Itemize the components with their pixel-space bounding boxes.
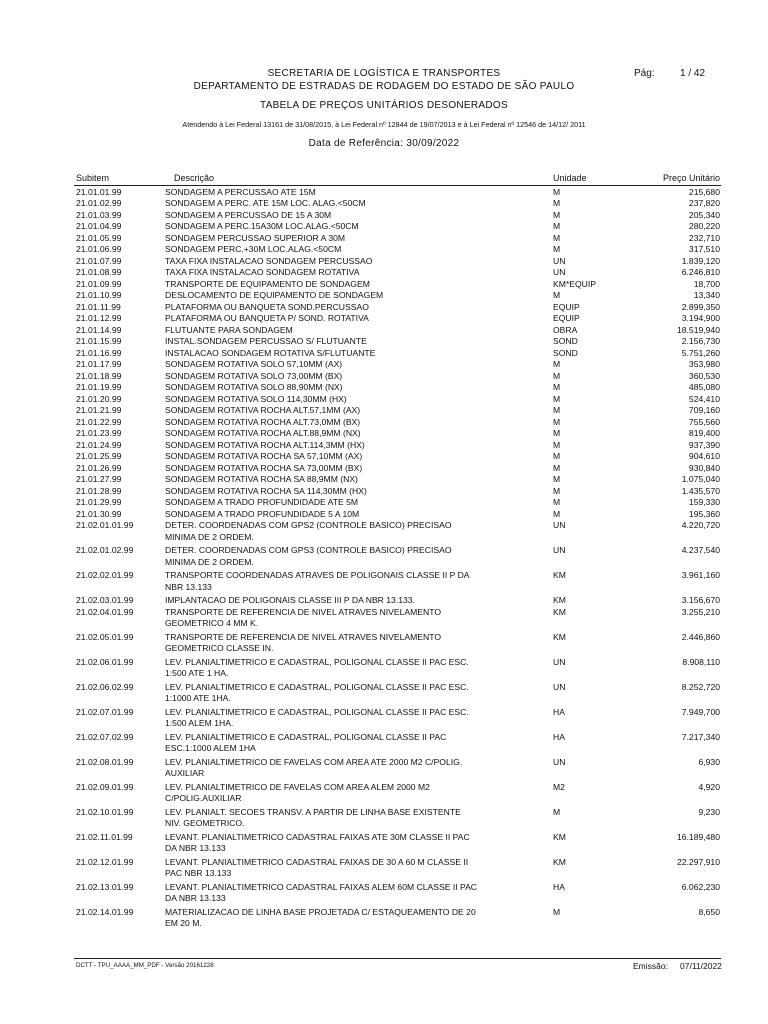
table-row [0,302,768,314]
row-unit: M [553,186,561,197]
row-price: 159,330 [688,497,720,507]
row-subitem: 21.02.01.01.99 [76,520,134,530]
table-row [0,382,768,394]
row-subitem: 21.01.08.99 [76,267,122,277]
table-row [0,244,768,256]
row-description: PAC NBR 13.133 [165,868,232,878]
row-description: SONDAGEM ROTATIVA ROCHA SA 88,9MM (NX) [165,474,358,484]
row-unit: M [553,382,561,392]
table-row [0,509,768,521]
row-subitem: 21.02.14.01.99 [76,906,134,917]
row-description: EM 20 M. [165,918,202,928]
row-unit: M [553,451,561,461]
table-row [0,857,768,880]
table-row [0,474,768,486]
row-description: ESC.1:1000 ALEM 1HA [165,743,256,753]
row-subitem: 21.02.08.01.99 [76,756,134,767]
row-description: LEV. PLANIALTIMETRICO E CADASTRAL, POLIGONAL CLASSE II PAC ESC. [165,681,469,692]
row-description: TAXA FIXA INSTALACAO SONDAGEM PERCUSSAO [165,255,373,266]
row-unit: M [553,393,561,404]
column-header-preco: Preço Unitário [662,173,720,183]
row-description: PLATAFORMA OU BANQUETA SOND.PERCUSSAO [165,301,369,312]
row-subitem: 21.01.23.99 [76,428,122,438]
row-price: 709,160 [688,405,720,415]
row-unit: M [553,906,561,917]
row-description: SONDAGEM A PERCUSSAO DE 15 A 30M [165,209,332,220]
table-row [0,807,768,830]
row-price: 360,530 [688,370,720,381]
page-number: 1 / 42 [680,68,706,79]
table-row [0,348,768,360]
row-description: SONDAGEM ROTATIVA SOLO 57,10MM (AX) [165,359,343,369]
row-price: 5.751,260 [681,347,720,358]
table-row [0,221,768,233]
row-subitem: 21.02.03.01.99 [76,595,134,605]
row-price: 1.839,120 [681,255,720,266]
row-description: TRANSPORTE DE REFERENCIA DE NIVEL ATRAVES NIVELAMENTO [165,631,442,642]
row-unit: M [553,497,561,507]
row-subitem: 21.02.01.02.99 [76,545,134,555]
row-description: SONDAGEM ROTATIVA ROCHA ALT.114,3MM (HX) [165,439,365,450]
row-description: 1:1000 ATE 1HA. [165,693,231,703]
row-unit: UN [553,756,566,767]
row-price: 13,340 [693,290,720,300]
row-description: SONDAGEM A PERCUSSAO ATE 15M [165,186,316,197]
row-subitem: 21.01.02.99 [76,198,122,208]
table-row [0,371,768,383]
row-unit: KM [553,856,566,867]
row-description: DA NBR 13.133 [165,893,226,903]
row-subitem: 21.01.21.99 [76,405,122,415]
row-subitem: 21.02.04.01.99 [76,606,134,617]
row-subitem: 21.01.07.99 [76,255,122,266]
row-price: 215,680 [688,186,720,197]
table-row [0,595,768,607]
row-description: FLUTUANTE PARA SONDAGEM [165,324,293,335]
row-unit: M [553,209,561,220]
legal-note: Atendendo à Lei Federal 13161 de 31/08/2015, à Lei Federal nº 12844 de 19/07/2013 e à Lei Federal nº 12546 de 14/12/ 2011 [182,120,586,129]
row-subitem: 21.01.19.99 [76,382,122,392]
row-subitem: 21.01.24.99 [76,439,122,450]
header-line-3: TABELA DE PREÇOS UNITÁRIOS DESONERADOS [260,100,508,111]
row-price: 18.519,940 [676,324,720,335]
row-subitem: 21.01.20.99 [76,393,122,404]
table-row [0,290,768,302]
row-unit: UN [553,656,566,667]
row-description: TAXA FIXA INSTALACAO SONDAGEM ROTATIVA [165,267,360,277]
row-price: 3.194,900 [681,313,720,323]
row-description: GEOMETRICO 4 MM K. [165,618,259,628]
table-row [0,570,768,593]
row-description: SONDAGEM ROTATIVA ROCHA ALT.57,1MM (AX) [165,405,361,415]
row-price: 195,360 [688,508,720,519]
row-description: SONDAGEM ROTATIVA ROCHA SA 73,00MM (BX) [165,462,363,473]
row-unit: HA [553,881,565,892]
table-row [0,394,768,406]
row-description: MINIMA DE 2 ORDEM. [165,556,254,567]
row-subitem: 21.01.29.99 [76,497,122,507]
row-subitem: 21.01.11.99 [76,301,121,312]
row-subitem: 21.02.10.01.99 [76,806,134,817]
table-row [0,279,768,291]
row-price: 8.252,720 [681,681,720,692]
footer-emissao-label: Emissão: [633,961,668,971]
row-price: 485,080 [688,382,720,392]
row-unit: HA [553,731,565,742]
table-row [0,313,768,325]
table-row [0,256,768,268]
row-subitem: 21.01.09.99 [76,278,122,289]
row-description: SONDAGEM ROTATIVA ROCHA SA 57,10MM (AX) [165,451,363,461]
row-price: 1.075,040 [681,474,720,484]
row-description: DETER. COORDENADAS COM GPS2 (CONTROLE BASICO) PRECISAO [165,520,452,530]
row-description: DETER. COORDENADAS COM GPS3 (CONTROLE BASICO) PRECISAO [165,545,452,555]
row-description: PLATAFORMA OU BANQUETA P/ SOND. ROTATIVA [165,313,369,323]
reference-date: Data de Referência: 30/09/2022 [308,138,460,149]
row-subitem: 21.01.28.99 [76,485,122,496]
row-subitem: 21.01.17.99 [76,359,122,369]
row-unit: M [553,439,561,450]
row-subitem: 21.02.13.01.99 [76,881,134,892]
row-price: 7.949,700 [681,706,720,717]
row-subitem: 21.01.25.99 [76,451,122,461]
row-description: SONDAGEM A TRADO PROFUNDIDADE ATE 5M [165,497,359,507]
row-price: 6.246,810 [681,267,720,277]
row-price: 353,980 [688,359,720,369]
row-unit: KM [553,570,566,580]
row-price: 232,710 [688,232,720,243]
row-unit: SOND [553,347,578,358]
header-line-1: SECRETARIA DE LOGÍSTICA E TRANSPORTES [267,68,501,79]
row-subitem: 21.01.30.99 [76,508,122,519]
row-price: 3.156,670 [681,595,720,605]
row-price: 4.220,720 [681,520,720,530]
table-row [0,325,768,337]
row-description: LEV. PLANIALT. SECOES TRANSV. A PARTIR DE LINHA BASE EXISTENTE [165,806,461,817]
table-row [0,497,768,509]
row-description: SONDAGEM ROTATIVA ROCHA SA 114,30MM (HX) [165,485,367,496]
row-description: NIV. GEOMETRICO. [165,818,245,828]
row-unit: UN [553,255,566,266]
row-description: LEV. PLANIALTIMETRICO E CADASTRAL, POLIGONAL CLASSE II PAC ESC. [165,706,469,717]
row-subitem: 21.02.07.02.99 [76,731,134,742]
row-description: LEV. PLANIALTIMETRICO DE FAVELAS COM AREA ALEM 2000 M2 [165,781,430,792]
row-subitem: 21.01.14.99 [76,324,122,335]
row-unit: EQUIP [553,313,580,323]
column-header-subitem: Subitem [76,173,110,183]
row-description: LEVANT. PLANIALTIMETRICO CADASTRAL FAIXAS DE 30 A 60 M CLASSE II [165,856,469,867]
row-price: 2.446,860 [681,631,720,642]
row-description: SONDAGEM ROTATIVA SOLO 88,90MM (NX) [165,382,343,392]
row-price: 6.062,230 [681,881,720,892]
row-price: 2.156,730 [681,336,720,346]
table-row [0,486,768,498]
row-description: SONDAGEM ROTATIVA ROCHA ALT.73,0MM (BX) [165,416,361,427]
row-description: LEVANT. PLANIALTIMETRICO CADASTRAL FAIXAS ALEM 60M CLASSE II PAC [165,881,478,892]
row-price: 280,220 [688,221,720,231]
row-subitem: 21.02.09.01.99 [76,781,134,792]
row-description: LEV. PLANIALTIMETRICO DE FAVELAS COM AREA ATE 2000 M2 C/POLIG. [165,756,463,767]
row-unit: M [553,244,561,254]
table-row [0,520,768,543]
row-description: IMPLANTACAO DE POLIGONAIS CLASSE III P DA NBR 13.133. [165,595,415,605]
row-unit: M [553,474,561,484]
row-unit: OBRA [553,324,578,335]
table-row [0,732,768,755]
row-unit: KM [553,831,566,842]
row-subitem: 21.01.27.99 [76,474,122,484]
column-header-unidade: Unidade [553,173,587,183]
row-description: SONDAGEM A PERC. ATE 15M LOC. ALAG.<50CM [165,198,366,208]
table-row [0,187,768,199]
table-row [0,782,768,805]
row-description: GEOMETRICO CLASSE IN. [165,643,274,653]
row-unit: M [553,416,561,427]
row-price: 7.217,340 [681,731,720,742]
row-unit: M [553,221,561,231]
row-description: SONDAGEM ROTATIVA SOLO 73,00MM (BX) [165,370,343,381]
row-subitem: 21.01.12.99 [76,313,122,323]
row-description: SONDAGEM ROTATIVA SOLO 114,30MM (HX) [165,393,347,404]
row-description: SONDAGEM A TRADO PROFUNDIDADE 5 A 10M [165,508,360,519]
row-subitem: 21.02.12.01.99 [76,856,134,867]
page-label: Pág: [634,68,655,79]
table-row [0,417,768,429]
table-row [0,233,768,245]
row-subitem: 21.01.05.99 [76,232,122,243]
table-row [0,405,768,417]
table-row [0,757,768,780]
row-description: LEV. PLANIALTIMETRICO E CADASTRAL, POLIGONAL CLASSE II PAC ESC. [165,656,469,667]
row-subitem: 21.02.05.01.99 [76,631,134,642]
row-price: 3.255,210 [681,606,720,617]
row-price: 937,390 [688,439,720,450]
row-description: MINIMA DE 2 ORDEM. [165,531,254,542]
table-row [0,545,768,568]
row-description: TRANSPORTE DE REFERENCIA DE NIVEL ATRAVES NIVELAMENTO [165,606,442,617]
table-row [0,832,768,855]
table-row [0,267,768,279]
row-price: 317,510 [688,244,720,254]
row-description: LEVANT. PLANIALTIMETRICO CADASTRAL FAIXAS ATE 30M CLASSE II PAC [165,831,470,842]
row-unit: M [553,359,561,369]
row-price: 8,650 [698,906,720,917]
row-price: 2.899,350 [681,301,720,312]
row-description: 1:500 ALEM 1HA. [165,718,234,728]
table-row [0,607,768,630]
row-description: SONDAGEM A PERC.15A30M LOC.ALAG.<50CM [165,221,359,231]
table-row [0,907,768,930]
row-unit: M [553,232,561,243]
row-unit: M [553,428,561,438]
row-unit: SOND [553,336,578,346]
row-price: 4.237,540 [681,545,720,555]
row-price: 6,930 [698,756,720,767]
row-unit: M [553,462,561,473]
row-description: LEV. PLANIALTIMETRICO E CADASTRAL, POLIGONAL CLASSE II PAC [165,731,447,742]
footer-divider [74,958,721,959]
row-subitem: 21.02.06.01.99 [76,656,134,667]
row-unit: M [553,405,561,415]
row-subitem: 21.01.04.99 [76,221,122,231]
row-description: SONDAGEM PERCUSSAO SUPERIOR A 30M [165,232,346,243]
row-description: TRANSPORTE COORDENADAS ATRAVES DE POLIGONAIS CLASSE II P DA [165,570,470,580]
row-description: NBR 13.133 [165,581,212,592]
row-unit: M [553,485,561,496]
row-description: MATERIALIZACAO DE LINHA BASE PROJETADA C/ ESTAQUEAMENTO DE 20 [165,906,476,917]
row-description: AUXILIAR [165,768,205,778]
row-unit: M2 [553,781,565,792]
row-unit: M [553,198,561,208]
row-price: 755,560 [688,416,720,427]
row-unit: KM [553,606,566,617]
row-unit: KM*EQUIP [553,278,596,289]
row-description: DA NBR 13.133 [165,843,226,853]
row-subitem: 21.02.11.01.99 [76,831,133,842]
table-row [0,198,768,210]
row-unit: UN [553,545,566,555]
row-subitem: 21.02.02.01.99 [76,570,134,580]
row-description: INSTAL.SONDAGEM PERCUSSAO S/ FLUTUANTE [165,336,367,346]
row-price: 16.189,480 [676,831,720,842]
row-price: 237,820 [688,198,720,208]
header-line-2: DEPARTAMENTO DE ESTRADAS DE RODAGEM DO ESTADO DE SÃO PAULO [193,81,575,92]
row-subitem: 21.01.26.99 [76,462,122,473]
row-description: INSTALACAO SONDAGEM ROTATIVA S/FLUTUANTE [165,347,376,358]
row-unit: HA [553,706,565,717]
row-subitem: 21.02.06.02.99 [76,681,134,692]
row-price: 1.435,570 [681,485,720,496]
row-unit: KM [553,631,566,642]
row-unit: M [553,290,561,300]
row-description: TRANSPORTE DE EQUIPAMENTO DE SONDAGEM [165,278,370,289]
row-subitem: 21.01.03.99 [76,209,122,220]
row-price: 18,700 [693,278,720,289]
row-price: 524,410 [688,393,720,404]
table-row [0,210,768,222]
row-price: 9,230 [698,806,720,817]
table-row [0,463,768,475]
row-price: 3.961,160 [681,570,720,580]
row-subitem: 21.01.15.99 [76,336,122,346]
table-row [0,707,768,730]
row-description: C/POLIG.AUXILIAR [165,793,242,803]
table-row [0,359,768,371]
table-row [0,428,768,440]
row-unit: KM [553,595,566,605]
row-price: 8.908,110 [682,656,720,667]
row-subitem: 21.01.16.99 [76,347,122,358]
row-subitem: 21.02.07.01.99 [76,706,134,717]
row-unit: M [553,370,561,381]
row-price: 819,400 [688,428,720,438]
row-unit: UN [553,681,566,692]
row-description: SONDAGEM ROTATIVA ROCHA ALT.88,9MM (NX) [165,428,361,438]
row-subitem: 21.01.18.99 [76,370,122,381]
row-price: 930,840 [688,462,720,473]
table-row [0,682,768,705]
row-unit: EQUIP [553,301,580,312]
row-subitem: 21.01.06.99 [76,244,122,254]
footer-emissao-date: 07/11/2022 [680,961,722,971]
table-row [0,632,768,655]
row-unit: M [553,806,561,817]
row-subitem: 21.01.22.99 [76,416,122,427]
row-description: 1:500 ATE 1 HA. [165,668,229,678]
table-row [0,882,768,905]
footer-version: DCTT - TPU_AAAA_MM_PDF - Versão 20161228 [76,962,214,969]
row-unit: UN [553,520,566,530]
table-row [0,657,768,680]
row-description: SONDAGEM PERC.+30M LOC.ALAG.<50CM [165,244,342,254]
row-description: DESLOCAMENTO DE EQUIPAMENTO DE SONDAGEM [165,290,384,300]
row-price: 4,920 [698,781,720,792]
table-row [0,440,768,452]
row-unit: UN [553,267,566,277]
row-unit: M [553,508,561,519]
row-price: 904,610 [688,451,720,461]
row-price: 205,340 [688,209,720,220]
column-header-descricao: Descrição [174,173,215,183]
row-subitem: 21.01.10.99 [76,290,122,300]
table-row [0,336,768,348]
row-price: 22.297,910 [676,856,720,867]
table-row [0,451,768,463]
row-subitem: 21.01.01.99 [76,186,122,197]
